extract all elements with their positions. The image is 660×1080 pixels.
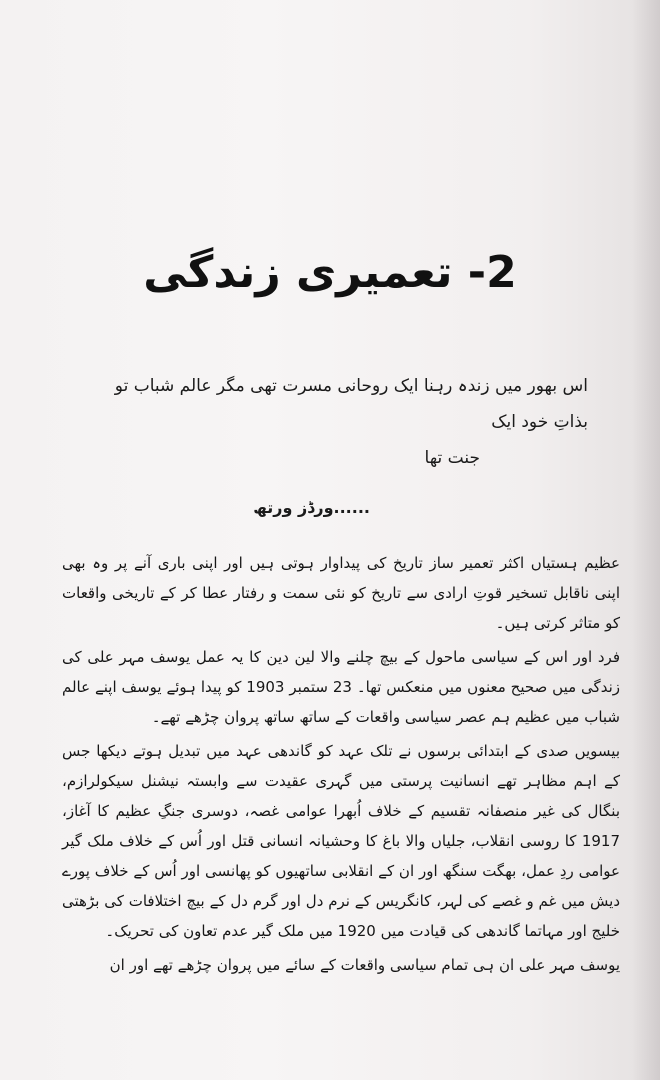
epigraph	[90, 368, 588, 476]
paragraph: فرد اور اس کے سیاسی ماحول کے بیچ چلنے والا لین دین کا یہ عمل یوسف مہر علی کی زندگی میں صحیح معنوں میں منعکس تھا۔ 23 ستمبر 1903 کو پیدا ہوئے یوسف اپنے عالم شباب میں عظیم ہم عصر سیاسی واقعات کے ساتھ ساتھ پروان چڑھے تھے۔	[62, 648, 620, 726]
paragraph: یوسف مہر علی ان ہی تمام سیاسی واقعات کے سائے میں پروان چڑھے تھے اور ان	[109, 956, 620, 974]
paragraph: بیسویں صدی کے ابتدائی برسوں نے تلک عہد کو گاندھی عہد میں تبدیل ہوتے دیکھا جس کے اہم مظاہر تھے انسانیت پرستی میں گہری عقیدت سے وابستہ نیشنل سیکولرازم، بنگال کی غیر منصفانہ تقسیم کے خلاف اُبھرا عوامی غصہ، دوسری جنگِ عظیم کا آغاز، 1917 کا روسی انقلاب، جلیاں والا باغ کا وحشیانہ انسانی قتل اور اُس کے خلاف ملک گیر عوامی ردِ عمل، بھگت سنگھ اور ان کے انقلابی ساتھیوں کو پھانسی اور اُس کے خلاف پورے دیش میں غم و غصے کی لہر، کانگریس کے نرم دل اور گرم دل کے بیچ اختلافات کی بڑھتی خلیج اور مہاتما گاندھی کی قیادت میں 1920 میں ملک گیر عدم تعاون کی تحریک۔	[62, 742, 620, 940]
epigraph-line: اس بھور میں زندہ رہنا ایک روحانی مسرت تھی مگر عالم شباب تو بذاتِ خود ایک	[114, 376, 588, 432]
page-edge-shadow	[632, 0, 660, 1080]
paragraph: عظیم ہستیاں اکثر تعمیر ساز تاریخ کی پیداوار ہوتی ہیں اور اپنی باری آنے پر وہ بھی اپنی ناقابل تسخیر قوتِ ارادی سے تاریخ کو نئی سمت و رفتار عطا کر کے تاریخی واقعات کو متاثر کرتی ہیں۔	[62, 554, 620, 632]
body-text	[62, 548, 620, 984]
epigraph-attribution: ......ورڈز ورتھ	[253, 498, 370, 517]
chapter-title: 2- تعمیری زندگی	[143, 247, 517, 298]
epigraph-line: جنت تھا	[424, 448, 480, 468]
